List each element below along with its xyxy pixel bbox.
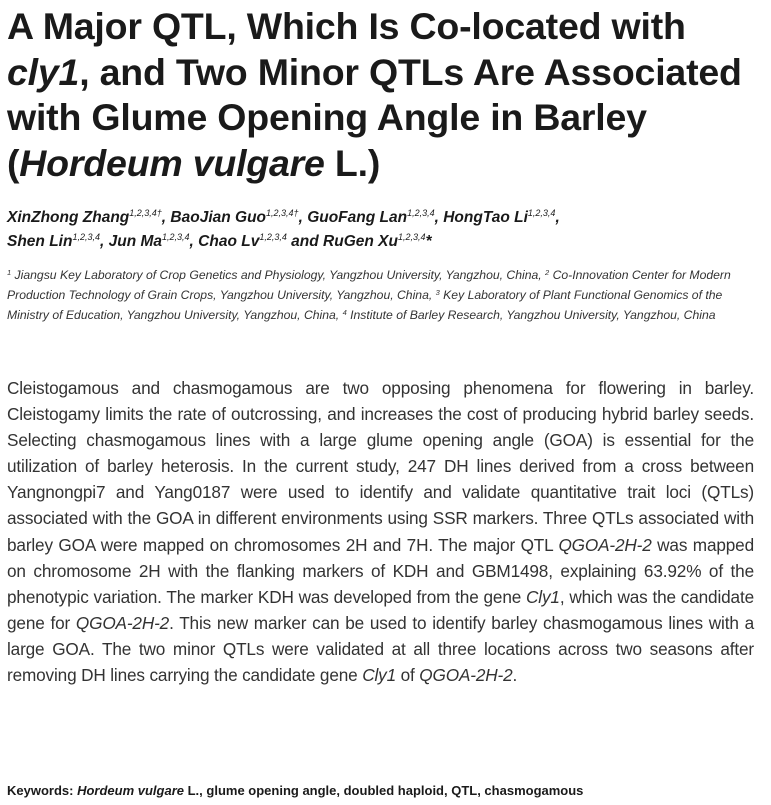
title-text: L.) [324,141,381,184]
affiliation-number: 1 [7,268,12,277]
author[interactable]: Jun Ma$^{1,2,3,4}$, [108,231,199,250]
author[interactable]: HongTao Li$^{1,2,3,4}$, [443,208,560,226]
affiliation-text: Key Laboratory of Plant Functional Genomics of the Ministry of Education, Yangzhou University, Yangzhou, China, [7,288,723,323]
affiliation-number: 4 [342,308,347,318]
affiliation-text: Institute of Barley Research, Yangzhou University, Yangzhou, China [346,308,716,323]
author-list [7,206,767,253]
affiliation-number: 2 [545,268,550,277]
affiliation-text: Jiangsu Key Laboratory of Crop Genetics and Physiology, Yangzhou University, Yangzhou, China, [11,268,546,282]
author[interactable]: BaoJian Guo$^{1,2,3,4\dagger}$, [170,208,308,226]
author[interactable]: Shen Lin$^{1,2,3,4}$, [7,231,109,250]
keyword-list: L., glume opening angle, doubled haploid, QTL, chasmogamous [184,783,584,798]
author[interactable]: RuGen Xu$^{1,2,3,4}$* [323,231,432,250]
article-title [7,4,767,186]
author[interactable]: GuoFang Lan$^{1,2,3,4}$, [307,208,444,226]
author[interactable]: Chao Lv$^{1,2,3,4}$ and [198,231,324,250]
affiliation-text: Co-Innovation Center for Modern Production Technology of Grain Crops, Yangzhou University, Yangzhou, China, [7,268,731,303]
author[interactable]: XinZhong Zhang$^{1,2,3,4\dagger}$, [7,208,171,226]
title-text: A Major QTL, Which Is Co-located with [7,5,686,47]
title-gene-name: cly1 [7,50,80,93]
title-species-name: Hordeum vulgare [19,141,325,184]
keywords-label: Keywords: [7,783,78,798]
affiliation-number: 3 [435,288,440,298]
keyword-species: Hordeum vulgare [77,783,184,798]
abstract: Cleistogamous and chasmogamous are two opposing phenomena for flowering in barley. Cleistogamy limits the rate of outcrossing, and increases the cost of producing hybrid barley seeds. Selecting chasmogamous lines with a large glume opening angle (GOA) is essential for the utilization of barley heterosis. In the current study, 247 DH lines derived from a cross between Yangnongpi7 and Yang0187 were used to identify and validate quantitative trait loci (QTLs) associated with the GOA in different environments using SSR markers. Three QTLs associated with barley GOA were mapped on chromosomes 2H and 7H. The major QTL QGOA-2H-2 was mapped on chromosome 2H with the flanking markers of KDH and GBM1498, explaining 63.92% of the phenotypic variation. The marker KDH was developed from the gene Cly1, which was the candidate gene for QGOA-2H-2. This new marker can be used to identify barley chasmogamous lines with a large GOA. The two minor QTLs were validated at all three locations across two seasons after removing DH lines carrying the candidate gene Cly1 of QGOA-2H-2. [7,378,754,686]
affiliations [7,265,767,326]
title-text: , and Two Minor QTLs Are Associated with Glume Opening Angle in Barley ( [7,50,742,184]
keywords [7,782,767,799]
